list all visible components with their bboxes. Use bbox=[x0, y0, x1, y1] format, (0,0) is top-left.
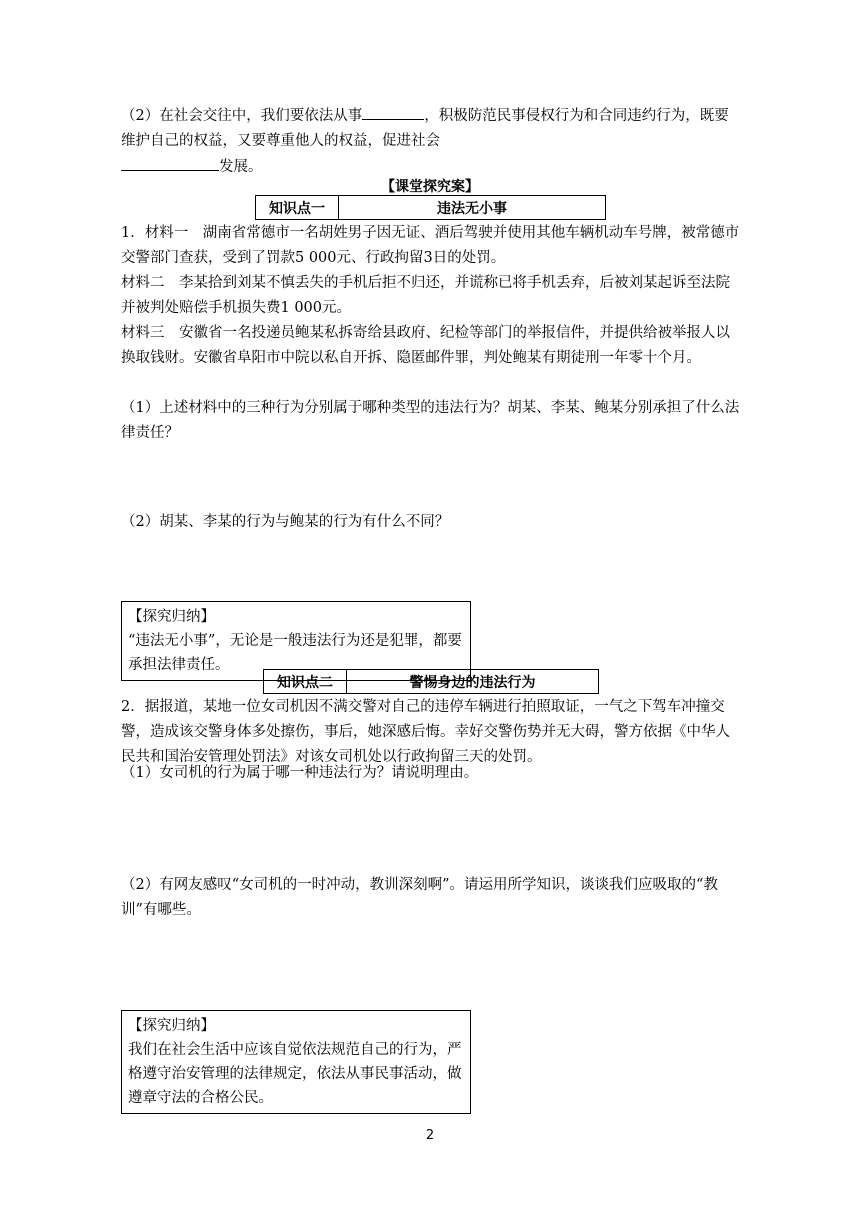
knowledge-point-1-header bbox=[255, 195, 606, 220]
knowledge-point-2-title: 警惕身边的违法行为 bbox=[409, 674, 536, 691]
case1-material3: 材料三 安徽省一名投递员鲍某私拆寄给县政府、纪检等部门的举报信件，并提供给被举报人以换取钱财。安徽省阜阳市中院以私自开拆、隐匿邮件罪，判处鲍某有期徒刑一年零十个月。 bbox=[121, 325, 730, 366]
fill-blank-1[interactable] bbox=[362, 103, 424, 120]
knowledge-point-1-label: 知识点一 bbox=[256, 196, 339, 219]
summary-1-text: “违法无小事”，无论是一般违法行为还是犯罪，都要承担法律责任。 bbox=[128, 633, 462, 673]
case2-material: 2．据报道，某地一位女司机因不满交警对自己的违停车辆进行拍照取证，一气之下驾车冲撞交警，造成该交警身体多处擦伤，事后，她深感后悔。幸好交警伤势并无大碍，警方依据《中华人民共和国治安管理处罚法》对该女司机处以行政拘留三天的处罚。 bbox=[121, 699, 730, 765]
summary-box-2 bbox=[121, 1010, 471, 1114]
summary-2-title: 【探究归纳】 bbox=[128, 1018, 215, 1034]
intro-q2-text-b: ，积极防范民事侵权行为和合同违约行为，既要维护自己的权益，又要尊重他人的权益，促进社会 bbox=[121, 108, 729, 149]
case2-question-2: （2）有网友感叹“女司机的一时冲动，教训深刻啊”。请运用所学知识，谈谈我们应吸取的“教训”有哪些。 bbox=[121, 877, 718, 918]
page-number: 2 bbox=[425, 1128, 435, 1143]
intro-q2-text-a: （2）在社会交往中，我们要依法从事 bbox=[121, 108, 363, 124]
case1-material1: 1．材料一 湖南省常德市一名胡姓男子因无证、酒后驾驶并使用其他车辆机动车号牌，被常德市交警部门查获，受到了罚款5 000元、行政拘留3日的处罚。 bbox=[121, 225, 740, 266]
intro-question-2 bbox=[121, 103, 741, 180]
summary-1-title: 【探究归纳】 bbox=[128, 609, 215, 625]
case1-question-2: （2）胡某、李某的行为与鲍某的行为有什么不同？ bbox=[121, 514, 450, 530]
fill-blank-2[interactable] bbox=[121, 154, 219, 171]
knowledge-point-2-header bbox=[263, 669, 599, 694]
intro-q2-text-c: 发展。 bbox=[219, 159, 263, 175]
case1-material2: 材料二 李某拾到刘某不慎丢失的手机后拒不归还，并谎称已将手机丢弃，后被刘某起诉至法院并被判处赔偿手机损失费1 000元。 bbox=[121, 275, 730, 316]
summary-2-text: 我们在社会生活中应该自觉依法规范自己的行为，严格遵守治安管理的法律规定，依法从事民事活动，做遵章守法的合格公民。 bbox=[128, 1042, 462, 1106]
knowledge-point-2-label: 知识点二 bbox=[264, 670, 347, 693]
case1-question-1: （1）上述材料中的三种行为分别属于哪种类型的违法行为？胡某、李某、鲍某分别承担了什么法律责任？ bbox=[121, 400, 740, 441]
knowledge-point-1-title: 违法无小事 bbox=[437, 200, 507, 217]
section-title: 【课堂探究案】 bbox=[381, 179, 479, 195]
case2-question-1: （1）女司机的行为属于哪一种违法行为？请说明理由。 bbox=[121, 765, 479, 781]
